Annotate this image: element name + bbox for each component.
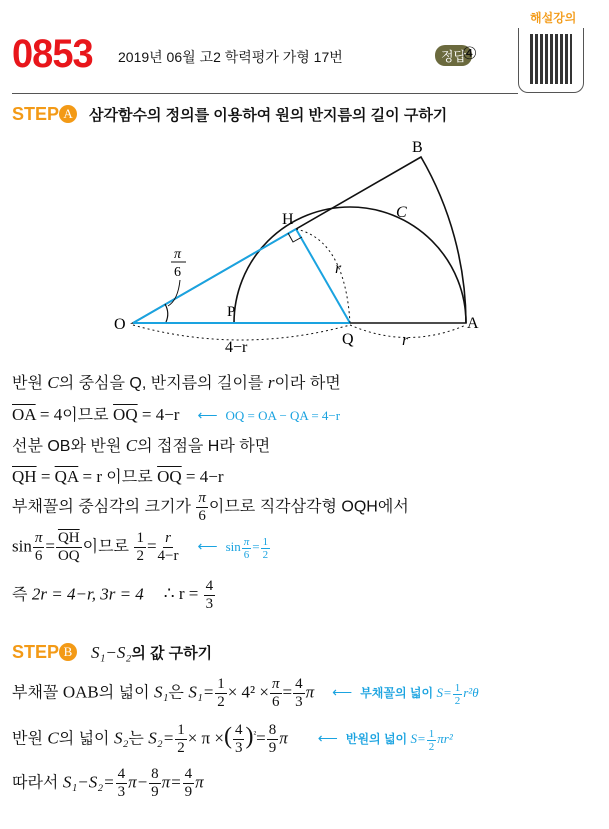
math-text: =	[282, 682, 293, 702]
math-text: r	[165, 530, 171, 546]
math-text: 반원	[12, 375, 48, 392]
math-text: 2	[136, 548, 144, 564]
decoration	[133, 325, 350, 340]
arrow-icon: ⟵	[317, 732, 338, 748]
hint-note	[225, 535, 272, 561]
math-text: 1	[136, 530, 144, 546]
math-text: $\overline{QH}$	[12, 467, 37, 486]
hint-note	[345, 727, 453, 753]
text-line	[12, 490, 409, 525]
math-text: 4−r	[157, 548, 179, 564]
fraction	[56, 530, 82, 565]
fraction	[33, 530, 45, 565]
problem-number: 0853	[12, 32, 93, 76]
math-text: r²θ	[463, 685, 479, 701]
math-text: × 4² ×	[227, 682, 269, 702]
math-text: $\overline{QH}$	[57, 530, 80, 546]
fraction	[183, 766, 195, 801]
math-text: 1	[177, 722, 185, 738]
math-text: sin	[12, 536, 32, 556]
math-text: 1	[454, 681, 461, 694]
label-H: H	[282, 211, 294, 228]
math-text: 6	[272, 694, 280, 710]
math-text: 이라 하면	[274, 375, 341, 392]
math-text: π−	[128, 772, 149, 792]
fraction	[204, 578, 216, 613]
math-text: S=	[410, 731, 426, 747]
math-text: 이므로	[106, 469, 158, 486]
label-O: O	[114, 316, 126, 333]
math-text: 2	[177, 740, 185, 756]
angle-den: 6	[174, 265, 181, 280]
math-text: 8	[151, 766, 159, 782]
lecture-label: 해설강의	[530, 11, 577, 25]
qr-code-icon	[530, 34, 572, 84]
math-text: $\overline{OA}$	[12, 405, 36, 424]
math-text: S₁−S₂	[91, 643, 132, 662]
semicircle-C	[234, 207, 466, 323]
text-line	[12, 722, 453, 757]
math-text: 2	[262, 548, 269, 561]
math-text: $\overline{OQ}$	[113, 405, 138, 424]
hint-note: OQ = OA − QA = 4−r	[225, 408, 341, 423]
math-text: π	[195, 772, 204, 792]
sector-OAB	[133, 157, 466, 323]
math-text: π	[34, 530, 43, 546]
math-text: ²	[253, 728, 257, 739]
math-text: 6	[243, 548, 250, 561]
fraction	[175, 722, 187, 757]
math-text: π=	[161, 772, 182, 792]
math-text: 와 반원	[70, 438, 126, 455]
math-text: 의 접점을 H라 하면	[137, 438, 271, 455]
fraction	[158, 530, 179, 565]
step-a-heading	[12, 104, 447, 125]
math-text: C	[47, 728, 59, 748]
math-text: S₁=	[188, 682, 215, 702]
text-line	[12, 402, 340, 425]
math-text: 8	[268, 722, 277, 738]
arrow-icon: ⟵	[197, 409, 218, 424]
math-text: S₂=	[148, 728, 175, 748]
math-text: 부채꼴의 넓이	[360, 686, 437, 701]
math-text: 2r = 4−r, 3r = 4	[31, 584, 144, 604]
label-OQ: 4−r	[225, 339, 248, 355]
math-text: = 4−r	[181, 467, 224, 486]
math-text: 6	[198, 508, 206, 524]
math-text: = 4−r	[137, 405, 180, 424]
step-label: STEP	[12, 104, 60, 124]
math-text: 2	[454, 694, 461, 707]
math-text: 이므로 직각삼각형 OQH에서	[208, 498, 409, 516]
math-text: $\overline{QA}$	[54, 467, 79, 486]
math-text: 3	[117, 784, 126, 800]
math-text: 따라서	[12, 774, 63, 792]
answer-badge: 정답	[435, 45, 472, 66]
fraction	[196, 490, 208, 525]
math-text: 반원의 넓이	[345, 732, 411, 747]
math-text: ∴ r =	[163, 584, 203, 604]
math-text: S₁	[154, 682, 169, 702]
step-a-title: 삼각함수의 정의를 이용하여 원의 반지름의 길이 구하기	[89, 107, 448, 124]
fraction	[261, 536, 271, 561]
math-text: OQ	[57, 548, 80, 564]
label-B: B	[412, 139, 423, 156]
arrow-icon: ⟵	[332, 686, 353, 702]
math-text: π	[243, 535, 250, 548]
text-line	[12, 530, 271, 565]
math-text: 3	[205, 596, 214, 612]
math-text: 은	[168, 684, 189, 702]
math-text: $\overline{OQ}$	[157, 467, 182, 486]
text-line	[12, 766, 204, 801]
math-text: 6	[34, 548, 43, 564]
math-text: 이므로	[62, 407, 114, 424]
problem-source: 2019년 06월 고2 학력평가 가형 17번	[118, 49, 343, 65]
segment-OH	[133, 229, 296, 323]
math-text: π	[279, 728, 288, 748]
math-text: 부채꼴	[12, 684, 63, 702]
fraction	[215, 676, 227, 711]
text-line	[12, 433, 270, 456]
fraction	[427, 728, 437, 753]
fraction	[233, 722, 245, 757]
math-text: S₂	[113, 728, 129, 748]
math-text: S₁−S₂=	[62, 772, 115, 792]
fraction	[242, 536, 252, 561]
math-text: =	[256, 728, 266, 748]
math-text: 즉	[12, 586, 32, 604]
decoration	[114, 139, 479, 355]
math-text: 4	[117, 766, 126, 782]
geometry-diagram	[0, 130, 609, 355]
math-text: C	[47, 373, 59, 392]
math-text: 4	[295, 676, 303, 692]
math-text: π	[272, 676, 280, 692]
math-text: 2	[217, 694, 225, 710]
math-text: 3	[234, 740, 243, 756]
math-text: 의 넓이	[58, 730, 114, 748]
math-text: 2	[428, 740, 435, 753]
decoration: (	[223, 723, 232, 750]
label-Q: Q	[342, 331, 354, 348]
math-text: π	[198, 490, 206, 506]
math-text: 반원	[12, 730, 48, 748]
text-line	[12, 578, 216, 613]
math-text: 의 중심을 Q, 반지름의 길이를	[58, 375, 268, 392]
math-text: r	[267, 373, 275, 392]
fraction	[270, 676, 282, 711]
math-text: 부채꼴의 중심각의 크기가	[12, 498, 196, 516]
divider	[12, 93, 518, 94]
hint-note	[360, 681, 479, 707]
math-text: 1	[428, 727, 435, 740]
math-text: =	[252, 539, 260, 555]
math-text: C	[125, 436, 138, 455]
math-text: 1	[262, 535, 269, 548]
math-text: 의 넓이	[98, 684, 154, 702]
math-text: 9	[151, 784, 159, 800]
math-text: S=	[436, 685, 452, 701]
math-text: =	[36, 467, 55, 486]
label-P: P	[227, 304, 236, 320]
answer-value: ④	[462, 44, 478, 63]
label-r-HQ: r	[335, 260, 342, 277]
math-text: sin	[225, 539, 241, 555]
decoration: )	[245, 723, 254, 750]
math-text: 이므로	[82, 538, 134, 556]
math-text: 9	[268, 740, 277, 756]
math-text: 선분 OB	[12, 438, 71, 455]
math-text: 4	[184, 766, 193, 782]
fraction	[116, 766, 128, 801]
label-r-QA: r	[402, 332, 409, 349]
math-text: 1	[217, 676, 225, 692]
angle-num: π	[174, 247, 182, 262]
step-b-heading	[12, 642, 212, 663]
math-text: =	[45, 536, 55, 556]
math-text: = 4	[35, 405, 63, 424]
math-text: =	[146, 536, 157, 556]
math-text: πr²	[437, 731, 453, 747]
math-text: STEP	[12, 642, 60, 662]
decoration	[165, 304, 168, 322]
fraction	[293, 676, 305, 711]
math-text: 4	[234, 722, 243, 738]
math-text: 9	[184, 784, 193, 800]
step-letter-badge: A	[59, 105, 77, 123]
math-text: 4	[205, 578, 214, 594]
math-text: 3	[295, 694, 303, 710]
math-text: × π ×	[187, 728, 224, 748]
fraction	[134, 530, 146, 565]
text-line	[12, 464, 224, 487]
fraction	[453, 682, 463, 707]
label-C: C	[396, 204, 407, 221]
fraction	[149, 766, 161, 801]
math-text: 의 값 구하기	[131, 645, 213, 662]
math-text: OAB	[62, 682, 99, 702]
arrow-icon: ⟵	[197, 540, 218, 556]
math-text: = r	[78, 467, 107, 486]
label-A: A	[467, 315, 479, 332]
math-text: 는	[128, 730, 149, 748]
text-line	[12, 370, 341, 393]
qr-code-box[interactable]	[518, 28, 584, 93]
text-line	[12, 676, 479, 711]
math-text: π	[305, 682, 315, 702]
math-text: B	[59, 643, 77, 661]
fraction	[267, 722, 279, 757]
